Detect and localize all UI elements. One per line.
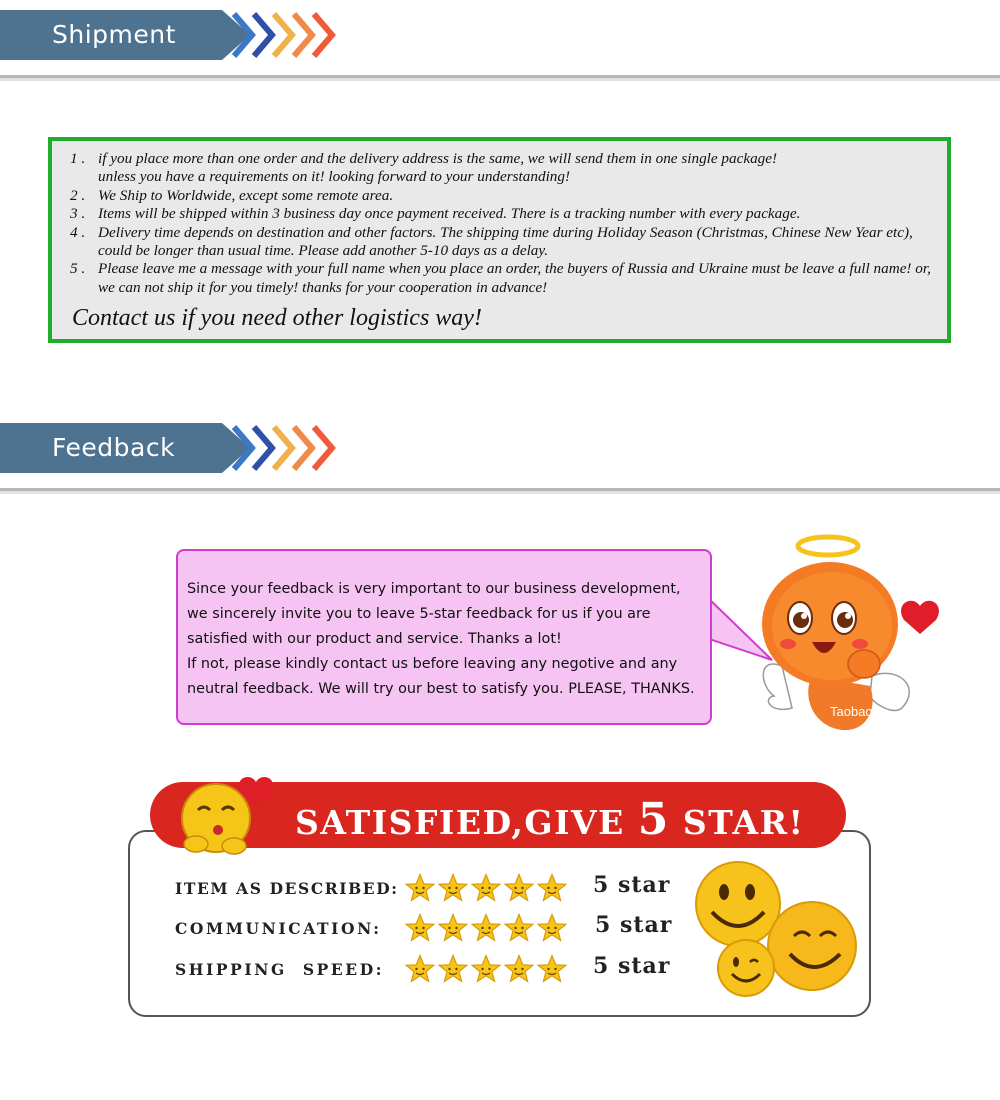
feedback-speech-bubble (176, 549, 712, 725)
star-icon (504, 913, 534, 943)
star-icon (504, 954, 534, 984)
shipment-title: Shipment (0, 10, 222, 60)
feedback-message: Since your feedback is very important to our business development, we sincerely invite you to leave 5-star feedback for us if you are satisfied with our product and service. Thanks a lot! If not, please kindly contact us before leaving any negotive and any neutral feedback. We will try our best to satisfy you. PLEASE, THANKS. (187, 581, 695, 697)
rating-banner-title: SATISFIED,GIVE 5 STAR! (295, 794, 805, 845)
shipment-list (70, 150, 933, 297)
star-icon (537, 954, 567, 984)
star-icon (438, 954, 468, 984)
star-icon (504, 873, 534, 903)
star-icon (405, 873, 435, 903)
kissing-smiley-icon (172, 760, 284, 856)
feedback-section-header (0, 413, 1000, 495)
chevron-arrows-icon (232, 423, 352, 473)
shipment-item: 4 . Delivery time depends on destination and other factors. The shipping time during Holiday Season (Christmas, Chinese New Year etc), could be longer than usual time. Please add another 5-10 days as a delay. (70, 223, 913, 260)
contact-note: Contact us if you need other logistics way! (72, 305, 482, 331)
star-icon (405, 913, 435, 943)
star-icon (438, 873, 468, 903)
star-icon (471, 913, 501, 943)
star-icon (537, 873, 567, 903)
shipment-item: 1 . if you place more than one order and the delivery address is the same, we will send them in one single package! unless you have a requirements on it! looking forward to your understanding! (70, 150, 778, 186)
mascot-logo-text: Taobao (830, 704, 873, 719)
feedback-title: Feedback (0, 423, 222, 473)
shipment-info-box (48, 137, 951, 343)
star-icon (537, 913, 567, 943)
star-rating (405, 913, 570, 943)
star-icon (438, 913, 468, 943)
star-rating (405, 873, 570, 903)
shipment-item: 2 . We Ship to Worldwide, except some remote area. (70, 186, 394, 204)
chevron-arrows-icon (232, 10, 352, 60)
rating-row-item-as-described: ITEM AS DESCRIBED: 5 star (175, 873, 675, 903)
smiley-faces-icon (690, 860, 860, 1000)
shipment-section-header (0, 0, 1000, 82)
angel-mascot-icon (752, 526, 948, 732)
star-icon (471, 954, 501, 984)
shipment-item: 5 . Please leave me a message with your full name when you place an order, the buyers of Russia and Ukraine must be leave a full name! or, we can not ship it for you timely! thanks for your cooperation in advance! (70, 260, 931, 296)
star-rating (405, 954, 570, 984)
rating-row-communication: COMMUNICATION: 5 star (175, 913, 675, 943)
star-icon (405, 954, 435, 984)
rating-row-shipping-speed: SHIPPING SPEED: 5 star (175, 954, 675, 984)
star-icon (471, 873, 501, 903)
shipment-item: 3 . Items will be shipped within 3 business day once payment received. There is a tracking number with every package. (70, 205, 801, 223)
